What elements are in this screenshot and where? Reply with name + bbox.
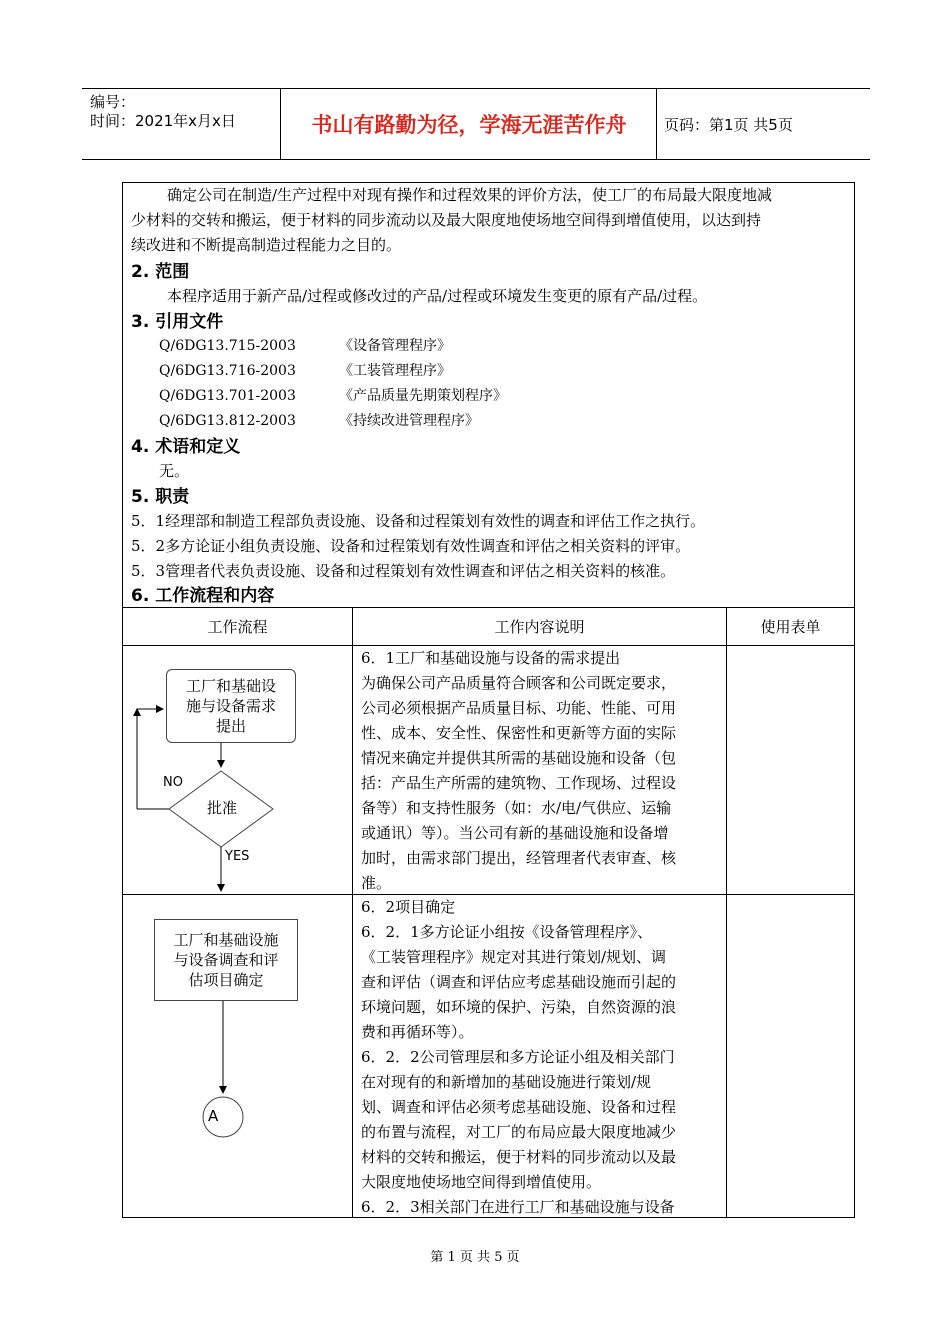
flow-box-line: 施与设备需求 <box>185 697 276 715</box>
content-line: 在对现有的和新增加的基础设施进行策划/规 <box>361 1073 652 1091</box>
duty-item: 5．3管理者代表负责设施、设备和过程策划有效性调查和评估之相关资料的核准。 <box>131 562 676 580</box>
content-line: 性、成本、安全性、保密性和更新等方面的实际 <box>361 724 677 742</box>
table-col-divider <box>352 607 353 1217</box>
content-line: 材料的交转和搬运，便于材料的同步流动以及最 <box>361 1148 677 1166</box>
content-line: 公司必须根据产品质量目标、功能、性能、可用 <box>361 699 677 717</box>
table-header-content: 工作内容说明 <box>494 617 585 636</box>
ref-name: 《产品质量先期策划程序》 <box>339 388 507 404</box>
purpose-line: 少材料的交转和搬运，便于材料的同步流动以及最大限度地使场地空间得到增值使用，以达到持 <box>131 211 762 229</box>
table-col-divider <box>726 607 727 1217</box>
section-scope-text: 本程序适用于新产品/过程或修改过的产品/过程或环境发生变更的原有产品/过程。 <box>167 287 708 305</box>
header-page-info: 页码：第1页 共5页 <box>664 115 793 134</box>
ref-code: Q/6DG13.716-2003 <box>159 363 296 379</box>
header-meta <box>90 93 280 131</box>
content-line: 6．2．1多方论证小组按《设备管理程序》、 <box>361 923 653 941</box>
flow-box-line: 提出 <box>215 717 246 735</box>
header-divider <box>280 89 281 159</box>
flow-lines-2 <box>123 1001 352 1141</box>
content-line: 为确保公司产品质量符合顾客和公司既定要求， <box>361 674 677 692</box>
content-line: 费和再循环等）。 <box>361 1023 474 1041</box>
section-terms-title: 4. 术语和定义 <box>131 437 241 457</box>
ref-name: 《设备管理程序》 <box>339 338 451 354</box>
workflow-table <box>123 607 854 1217</box>
flow-box-line: 与设备调查和评 <box>173 951 279 969</box>
row2-content <box>361 895 725 1220</box>
content-line: 6．2．3相关部门在进行工厂和基础设施与设备 <box>361 1198 675 1216</box>
content-line: 括：产品生产所需的建筑物、工作现场、过程设 <box>361 774 677 792</box>
row1-content <box>361 646 725 896</box>
section-duties-title: 5. 职责 <box>131 487 190 507</box>
table-header-flow: 工作流程 <box>207 617 268 636</box>
section-workflow-title: 6. 工作流程和内容 <box>131 586 275 606</box>
time-label: 时间：2021年x月x日 <box>90 112 236 130</box>
connector-label: A <box>208 1107 219 1125</box>
content-line: 查和评估（调查和评估应考虑基础设施而引起的 <box>361 973 677 991</box>
section-terms-text: 无。 <box>159 462 190 480</box>
section-scope-title: 2. 范围 <box>131 262 190 282</box>
content-line: 大限度地使场地空间得到增值使用。 <box>361 1173 602 1191</box>
purpose-line: 确定公司在制造/生产过程中对现有操作和过程效果的评价方法，使工厂的布局最大限度地减 <box>167 186 773 204</box>
content-line: 情况来确定并提供其所需的基础设施和设备（包 <box>361 749 677 767</box>
flow-box-line: 估项目确定 <box>188 971 264 989</box>
yes-label: YES <box>225 849 250 864</box>
page-header <box>82 88 870 160</box>
flow-box-line: 工厂和基础设 <box>185 677 276 695</box>
ref-name: 《工装管理程序》 <box>339 363 451 379</box>
duty-item: 5．2多方论证小组负责设施、设备和过程策划有效性调查和评估之相关资料的评审。 <box>131 537 691 555</box>
ref-name: 《持续改进管理程序》 <box>339 413 479 429</box>
purpose-line: 续改进和不断提高制造过程能力之目的。 <box>131 236 402 254</box>
page-footer: 第 1 页 共 5 页 <box>430 1250 520 1265</box>
table-header-forms: 使用表单 <box>760 617 821 636</box>
flow-box-demand <box>166 669 296 743</box>
document-body <box>122 182 855 1218</box>
number-label: 编号： <box>90 93 136 111</box>
content-line: 加时，由需求部门提出，经管理者代表审查、核 <box>361 849 677 867</box>
content-line: 准。 <box>361 874 392 892</box>
ref-code: Q/6DG13.701-2003 <box>159 388 296 404</box>
purpose-paragraph <box>131 183 847 258</box>
content-line: 6．2项目确定 <box>361 898 456 916</box>
content-line: 6．2．2公司管理层和多方论证小组及相关部门 <box>361 1048 675 1066</box>
decision-label: 批准 <box>207 799 238 817</box>
ref-code: Q/6DG13.812-2003 <box>159 413 296 429</box>
content-line: 6．1工厂和基础设施与设备的需求提出 <box>361 649 621 667</box>
no-label: NO <box>163 775 183 790</box>
section-refs-title: 3. 引用文件 <box>131 312 224 332</box>
ref-code: Q/6DG13.715-2003 <box>159 338 296 354</box>
flow-box-evaluation <box>154 919 298 1001</box>
content-line: 划、调查和评估必须考虑基础设施、设备和过程 <box>361 1098 677 1116</box>
header-motto: 书山有路勤为径，学海无涯苦作舟 <box>311 113 627 137</box>
flow-box-line: 工厂和基础设施 <box>173 931 279 949</box>
duty-item: 5．1经理部和制造工程部负责设施、设备和过程策划有效性的调查和评估工作之执行。 <box>131 512 706 530</box>
content-line: 的布置与流程，对工厂的布局应最大限度地减少 <box>361 1123 677 1141</box>
content-line: 或通讯）等）。当公司有新的基础设施和设备增 <box>361 824 669 842</box>
content-line: 《工装管理程序》规定对其进行策划/规划、调 <box>361 948 667 966</box>
header-divider <box>656 89 657 159</box>
content-line: 环境问题，如环境的保护、污染，自然资源的浪 <box>361 998 677 1016</box>
content-line: 备等）和支持性服务（如：水/电/气供应、运输 <box>361 799 672 817</box>
